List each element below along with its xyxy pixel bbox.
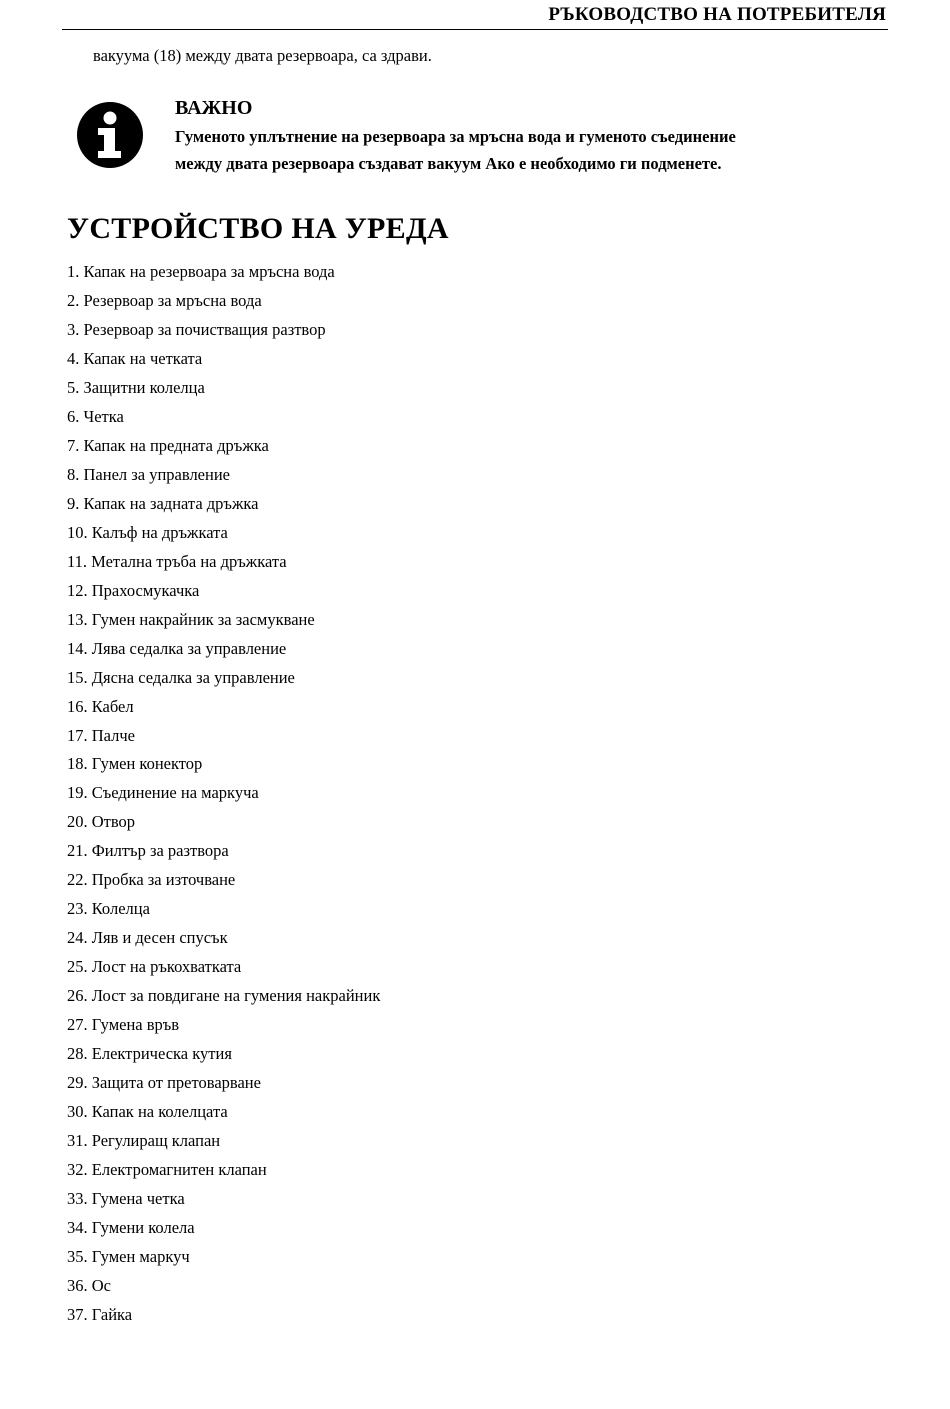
parts-list-item: 32. Електромагнитен клапан bbox=[67, 1160, 267, 1180]
parts-list-item: 10. Калъф на дръжката bbox=[67, 522, 228, 542]
parts-list-item: 13. Гумен накрайник за засмукване bbox=[67, 609, 315, 629]
important-text bbox=[175, 123, 736, 177]
parts-list-item: 36. Ос bbox=[67, 1275, 111, 1295]
parts-list-item: 15. Дясна седалка за управление bbox=[67, 667, 295, 687]
parts-list-item: 26. Лост за повдигане на гумения накрайник bbox=[67, 986, 381, 1006]
info-icon bbox=[76, 101, 144, 169]
parts-list-item: 3. Резервоар за почистващия разтвор bbox=[67, 319, 326, 339]
parts-list-item: 30. Капак на колелцата bbox=[67, 1102, 228, 1122]
parts-list-item: 29. Защита от претоварване bbox=[67, 1073, 261, 1093]
parts-list-item: 23. Колелца bbox=[67, 899, 150, 919]
parts-list-item: 6. Четка bbox=[67, 406, 124, 426]
section-title: УСТРОЙСТВО НА УРЕДА bbox=[67, 212, 449, 245]
parts-list-item: 35. Гумен маркуч bbox=[67, 1246, 190, 1266]
important-title: ВАЖНО bbox=[175, 97, 253, 119]
parts-list-item: 22. Пробка за източване bbox=[67, 870, 236, 890]
parts-list-item: 7. Капак на предната дръжка bbox=[67, 435, 269, 455]
important-line: Гуменото уплътнение на резервоара за мръсна вода и гуменото съединение bbox=[175, 127, 736, 146]
parts-list-item: 16. Кабел bbox=[67, 696, 134, 716]
parts-list-item: 34. Гумени колела bbox=[67, 1217, 195, 1237]
parts-list-item: 28. Електрическа кутия bbox=[67, 1044, 232, 1064]
important-line: между двата резервоара създават вакуум Ако е необходимо ги подменете. bbox=[175, 154, 722, 173]
parts-list-item: 2. Резервоар за мръсна вода bbox=[67, 290, 262, 310]
important-note bbox=[175, 96, 736, 177]
parts-list-item: 9. Капак на задната дръжка bbox=[67, 493, 259, 513]
parts-list-item: 21. Филтър за разтвора bbox=[67, 841, 229, 861]
parts-list-item: 27. Гумена връв bbox=[67, 1015, 180, 1035]
parts-list-item: 37. Гайка bbox=[67, 1304, 133, 1324]
parts-list-item: 1. Капак на резервоара за мръсна вода bbox=[67, 262, 335, 281]
parts-list-item: 25. Лост на ръкохватката bbox=[67, 957, 242, 977]
parts-list-item: 33. Гумена четка bbox=[67, 1189, 185, 1208]
parts-list bbox=[67, 261, 380, 1333]
parts-list-item: 20. Отвор bbox=[67, 812, 136, 832]
parts-list-item: 14. Лява седалка за управление bbox=[67, 638, 287, 658]
header-rule bbox=[62, 29, 888, 30]
parts-list-item: 8. Панел за управление bbox=[67, 464, 230, 484]
parts-list-item: 31. Регулиращ клапан bbox=[67, 1131, 221, 1151]
parts-list-item: 19. Съединение на маркуча bbox=[67, 783, 259, 803]
intro-text: вакуума (18) между двата резервоара, са здрави. bbox=[93, 46, 432, 65]
parts-list-item: 24. Ляв и десен спусък bbox=[67, 928, 228, 948]
running-header: РЪКОВОДСТВО НА ПОТРЕБИТЕЛЯ bbox=[548, 4, 886, 25]
parts-list-item: 4. Капак на четката bbox=[67, 348, 203, 368]
parts-list-item: 18. Гумен конектор bbox=[67, 754, 203, 774]
parts-list-item: 12. Прахосмукачка bbox=[67, 580, 200, 600]
parts-list-item: 11. Метална тръба на дръжката bbox=[67, 551, 287, 571]
parts-list-item: 5. Защитни колелца bbox=[67, 377, 205, 397]
parts-list-item: 17. Палче bbox=[67, 725, 135, 745]
